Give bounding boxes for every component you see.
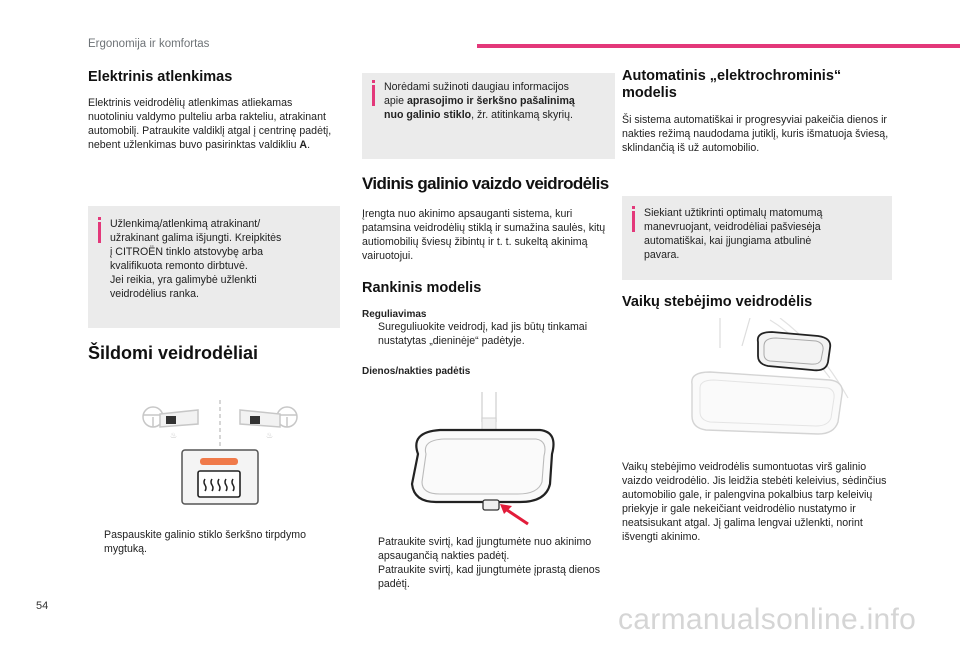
info-box-defrost: Norėdami sužinoti daugiau informacijos apie aprasojimo ir šerkšno pašalinimą nuo galinio stiklo, žr. atitinkamą skyrių. [362, 73, 615, 159]
button-indicator-led [200, 458, 238, 465]
heading-electric-folding: Elektrinis atlenkimas [88, 69, 233, 85]
info-icon [372, 80, 375, 106]
section-title: Ergonomija ir komfortas [88, 38, 210, 50]
paragraph-auto-model: Ši sistema automatiškai ir progresyviai pakeičia dienos ir nakties režimą naudodama jutiklį, kuris išmatuoja šviesą, sklindančią iš už automobilio. [622, 114, 889, 155]
heat-glyph-left: ♨ [170, 431, 178, 440]
bullet-marker [88, 528, 104, 556]
info-box-reverse: Siekiant užtikrinti optimalų matomumą manevruojant, veidrodėliai pašviesėja automatiškai, kai įjungiama atbulinė pavara. [622, 196, 892, 280]
heat-glyph-right: ♨ [266, 431, 274, 440]
child-mirror-illustration [680, 318, 860, 438]
bullet-adjustment: Sureguliuokite veidrodį, kad jis būtų tinkamai nustatytas „dieninėje“ padėtyje. [362, 320, 612, 348]
bullet-marker [362, 535, 378, 563]
bullet-day: Patraukite svirtį, kad įjungtumėte įprastą dienos padėtį. [362, 563, 612, 591]
defrost-button[interactable] [182, 450, 258, 504]
right-mirror-switch [250, 416, 260, 424]
bullet-heated: Paspauskite galinio stiklo šerkšno tirpdymo mygtuką. [88, 528, 340, 556]
right-mirror-icon [240, 407, 297, 427]
left-mirror-switch [166, 416, 176, 424]
header-accent-bar [477, 44, 960, 48]
rearview-mirror-illustration [400, 392, 560, 526]
info-icon [632, 206, 635, 232]
heated-mirror-illustration [140, 398, 300, 506]
main-rearview-mirror [692, 372, 842, 434]
info-box-folding: Užlenkimą/atlenkimą atrakinant/ užrakinant galima išjungti. Kreipkitės į CITROËN tinklo atstovybę arba kvalifikuota remonto dirbtuvė. Jei reikia, yra galimybė užlenkti veidrodėlius ranka. [88, 206, 340, 328]
heading-child-mirror: Vaikų stebėjimo veidrodėlis [622, 294, 813, 310]
heading-auto-model: Automatinis „elektrochrominis“ modelis [622, 68, 842, 102]
label-day-night: Dienos/nakties padėtis [362, 366, 471, 377]
label-adjustment: Reguliavimas [362, 309, 427, 320]
watermark: carmanualsonline.info [618, 603, 917, 636]
bullet-marker [362, 320, 378, 348]
heading-interior-mirror: Vidinis galinio vaizdo veidrodėlis [362, 174, 609, 193]
heading-manual-model: Rankinis modelis [362, 280, 482, 296]
paragraph-electric-folding: Elektrinis veidrodėlių atlenkimas atliekamas nuotoliniu valdymo pulteliu arba rakteliu, atrakinant automobilį. Patraukite valdiklį atgal į centrinę padėtį, nebent užlenkimas buvo pasirinktas valdikliu A. [88, 97, 332, 152]
day-night-lever[interactable] [483, 500, 499, 510]
paragraph-interior-mirror: Įrengta nuo akinimo apsauganti sistema, kuri patamsina veidrodėlių stiklą ir sumažina saulės, kitų autiomobilių šviesų žibintų ir t. t. sukeltą akinimą vairuotojui. [362, 208, 606, 263]
paragraph-child-mirror: Vaikų stebėjimo veidrodėlis sumontuotas virš galinio vaizdo veidrodėlio. Jis leidžia stebėti keleivius, sėdinčius automobilio gale, ir palengvina pokalbius tarp keleivių priekyje ir gale nekeičiant veidrodėlio nustatymo ir neatsisukant atgal. Jį galima lengvai užlenkti, norint išvengti akinimo. [622, 461, 887, 544]
bullet-night: Patraukite svirtį, kad įjungtumėte nuo akinimo apsaugančią nakties padėtį. [362, 535, 612, 563]
info-icon [98, 217, 101, 243]
child-mirror [758, 332, 830, 370]
bullet-marker [362, 563, 378, 591]
heading-heated-mirrors: Šildomi veidrodėliai [88, 343, 259, 363]
page-number: 54 [36, 600, 49, 612]
